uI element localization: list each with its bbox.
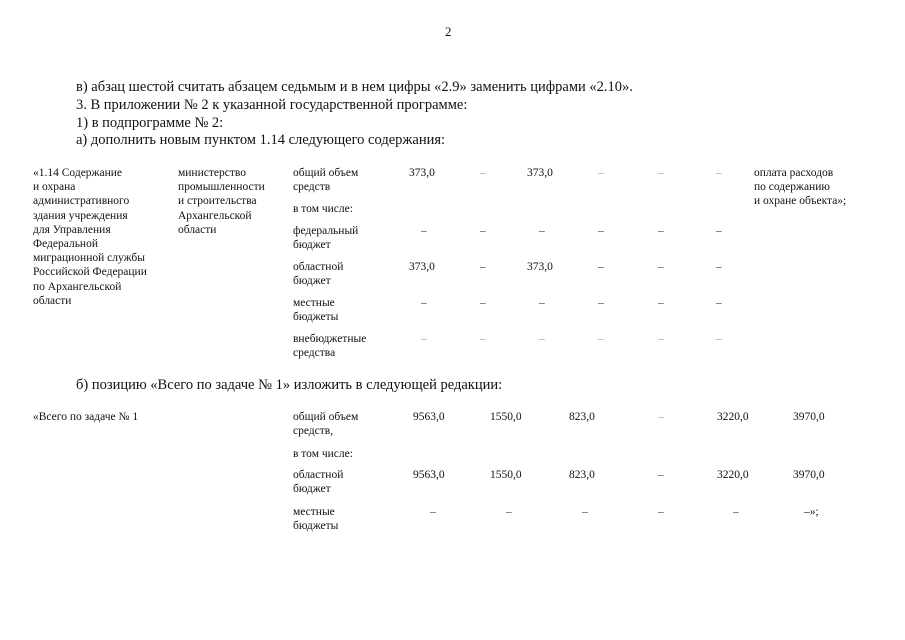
t2-value: –: [658, 469, 664, 481]
t1-name-line: для Управления: [33, 223, 111, 236]
t1-note-cell: [754, 166, 846, 209]
paragraph-1: 1) в подпрограмме № 2:: [76, 115, 224, 131]
t1-value: –: [480, 225, 486, 237]
t1-name-line: области: [33, 294, 72, 307]
t1-value: –: [598, 297, 604, 309]
t1-value: –: [539, 333, 545, 345]
t2-value: 3970,0: [793, 469, 825, 481]
t1-value: –: [598, 167, 604, 179]
t2-value: –: [658, 506, 664, 518]
t1-row-label: [293, 332, 366, 360]
paragraph-b: б) позицию «Всего по задаче № 1» изложить в следующей редакции:: [76, 377, 503, 393]
t2-row-label: [293, 447, 353, 461]
t1-value: –: [421, 225, 427, 237]
t1-label-line: бюджет: [293, 239, 331, 252]
t2-value: 823,0: [569, 411, 595, 423]
t1-value: –: [658, 333, 664, 345]
t2-value: 9563,0: [413, 469, 445, 481]
t2-value: –: [658, 411, 664, 423]
t1-value: –: [716, 167, 722, 179]
t2-label-line: бюджет: [293, 483, 331, 496]
t1-value: –: [480, 167, 486, 179]
t2-value: 1550,0: [490, 469, 522, 481]
t2-value: –: [506, 506, 512, 518]
t2-value: 3220,0: [717, 411, 749, 423]
t2-row-label: [293, 410, 358, 438]
paragraph-a: а) дополнить новым пунктом 1.14 следующего содержания:: [76, 132, 446, 148]
t1-value: –: [480, 261, 486, 273]
t1-value: –: [598, 333, 604, 345]
t2-value: –: [582, 506, 588, 518]
t2-label-line: местные: [293, 506, 335, 518]
t2-value: 3220,0: [717, 469, 749, 481]
t1-note-line: и охране объекта»;: [754, 195, 847, 208]
t2-label-line: общий объем: [293, 411, 359, 423]
t1-note-line: по содержанию: [754, 181, 830, 194]
t1-value: –: [658, 297, 664, 309]
t1-value: 373,0: [527, 261, 553, 273]
t1-value: –: [480, 333, 486, 345]
t1-value: –: [716, 333, 722, 345]
paragraph-3: 3. В приложении № 2 к указанной государственной программе:: [76, 97, 468, 113]
t1-name-cell: [33, 166, 147, 308]
t1-label-line: внебюджетные: [293, 333, 367, 345]
t1-row-label: [293, 202, 353, 216]
t2-name-cell: «Всего по задаче № 1: [33, 411, 139, 423]
t1-label-line: в том числе:: [293, 203, 353, 215]
t1-value: –: [421, 333, 427, 345]
t1-value: –: [658, 225, 664, 237]
t1-row-label: [293, 296, 338, 324]
t1-row-label: [293, 166, 358, 194]
t1-name-line: здания учреждения: [33, 209, 128, 222]
t1-value: 373,0: [527, 167, 553, 179]
t1-value: –: [716, 261, 722, 273]
t1-value: –: [539, 225, 545, 237]
t1-value: –: [716, 225, 722, 237]
t1-value: –: [480, 297, 486, 309]
t1-label-line: средства: [293, 347, 336, 360]
t1-value: –: [658, 167, 664, 179]
t1-value: –: [598, 225, 604, 237]
t2-label-line: в том числе:: [293, 448, 353, 460]
t2-label-line: средств,: [293, 425, 334, 438]
t1-name-line: «1.14 Содержание: [33, 167, 123, 179]
t2-value: –: [733, 506, 739, 518]
t1-label-line: бюджеты: [293, 311, 339, 324]
t1-executor-cell: [178, 166, 265, 237]
t1-label-line: общий объем: [293, 167, 359, 179]
paragraph-v: в) абзац шестой считать абзацем седьмым и в нем цифры «2.9» заменить цифрами «2.10».: [76, 79, 633, 95]
t2-value: –»;: [804, 506, 819, 518]
page-number: 2: [445, 24, 452, 39]
t1-name-line: миграционной службы: [33, 252, 145, 265]
t1-value: –: [716, 297, 722, 309]
t1-value: –: [598, 261, 604, 273]
t1-label-line: средств: [293, 181, 331, 194]
t2-value: –: [430, 506, 436, 518]
t1-executor-line: и строительства: [178, 195, 257, 208]
t1-value: 373,0: [409, 167, 435, 179]
t1-executor-line: области: [178, 223, 217, 236]
t1-executor-line: Архангельской: [178, 209, 252, 222]
t2-value: 823,0: [569, 469, 595, 481]
t1-label-line: федеральный: [293, 225, 359, 237]
t1-name-line: административного: [33, 195, 130, 208]
t1-name-line: и охрана: [33, 181, 76, 194]
t1-label-line: областной: [293, 261, 344, 273]
t2-row-label: [293, 468, 343, 496]
t1-executor-line: промышленности: [178, 181, 265, 194]
t2-value: 1550,0: [490, 411, 522, 423]
t2-value: 9563,0: [413, 411, 445, 423]
t1-row-label: [293, 224, 358, 252]
t1-value: –: [539, 297, 545, 309]
t2-label-line: бюджеты: [293, 520, 339, 533]
t1-value: –: [658, 261, 664, 273]
t1-label-line: местные: [293, 297, 335, 309]
t1-note-line: оплата расходов: [754, 167, 834, 179]
t2-label-line: областной: [293, 469, 344, 481]
t1-value: 373,0: [409, 261, 435, 273]
t1-name-line: Федеральной: [33, 238, 98, 251]
t1-row-label: [293, 260, 343, 288]
t1-label-line: бюджет: [293, 275, 331, 288]
t2-value: 3970,0: [793, 411, 825, 423]
t2-row-label: [293, 505, 338, 533]
t1-name-line: по Архангельской: [33, 280, 122, 293]
t1-value: –: [421, 297, 427, 309]
t1-name-line: Российской Федерации: [33, 266, 147, 279]
t1-executor-line: министерство: [178, 167, 246, 179]
